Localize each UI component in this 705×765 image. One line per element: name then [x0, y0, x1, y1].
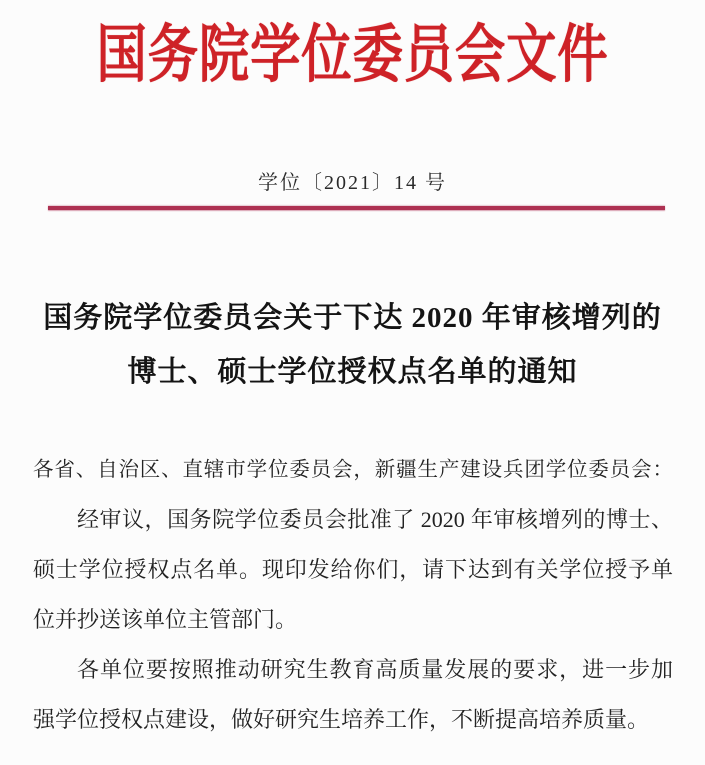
paragraph-1-line-2: 硕士学位授权点名单。现印发给你们，请下达到有关学位授予单	[33, 557, 673, 582]
salutation-line: 各省、自治区、直辖市学位委员会，新疆生产建设兵团学位委员会：	[33, 459, 673, 481]
document-title	[0, 291, 705, 399]
paragraph-1-line-1: 经审议，国务院学位委员会批准了 2020 年审核增列的博士、	[77, 507, 673, 532]
document-body	[33, 445, 673, 745]
paragraph-2-line-1: 各单位要按照推动研究生教育高质量发展的要求，进一步加	[77, 657, 673, 682]
document-number: 学位〔2021〕14 号	[258, 172, 447, 194]
paragraph-1-line-3: 位并抄送该单位主管部门。	[33, 607, 298, 632]
document-header-title: 国务院学位委员会文件	[96, 20, 609, 90]
document-title-line-1: 国务院学位委员会关于下达 2020 年审核增列的	[43, 302, 662, 334]
red-divider-line	[48, 206, 665, 210]
document-title-line-2: 博士、硕士学位授权点名单的通知	[127, 356, 578, 388]
paragraph-2-line-2: 强学位授权点建设，做好研究生培养工作，不断提高培养质量。	[33, 707, 650, 732]
